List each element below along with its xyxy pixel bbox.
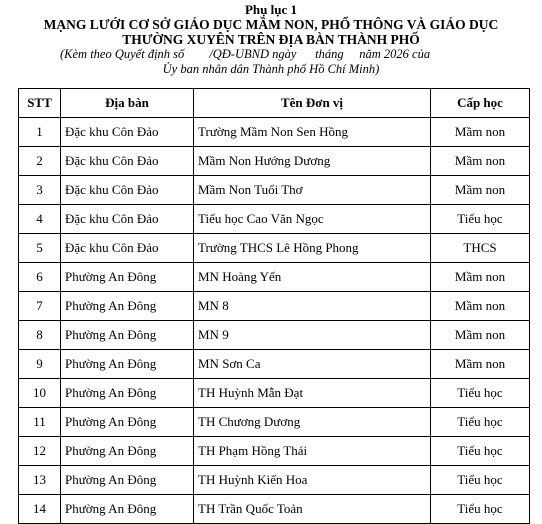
cell-area: Đặc khu Côn Đảo: [61, 147, 194, 176]
cell-unit-name: Mầm Non Hướng Dương: [194, 147, 431, 176]
cell-level: Mầm non: [431, 321, 530, 350]
document-header: [0, 0, 542, 77]
column-header-unit-name: Tên Đơn vị: [194, 89, 431, 118]
cell-stt: 14: [19, 495, 61, 524]
table-row: [19, 350, 530, 379]
table-header-row: [19, 89, 530, 118]
cell-level: Mầm non: [431, 147, 530, 176]
cell-stt: 1: [19, 118, 61, 147]
cell-area: Phường An Đông: [61, 437, 194, 466]
document-title-line1: MẠNG LƯỚI CƠ SỞ GIÁO DỤC MẦM NON, PHỔ THÔNG VÀ GIÁO DỤC: [43, 17, 499, 32]
cell-level: Mầm non: [431, 292, 530, 321]
cell-level: Tiểu học: [431, 466, 530, 495]
cell-unit-name: Mầm Non Tuổi Thơ: [194, 176, 431, 205]
cell-stt: 2: [19, 147, 61, 176]
column-header-stt: STT: [19, 89, 61, 118]
table-row: [19, 147, 530, 176]
cell-stt: 12: [19, 437, 61, 466]
cell-stt: 11: [19, 408, 61, 437]
table-row: [19, 205, 530, 234]
table-row: [19, 466, 530, 495]
cell-area: Đặc khu Côn Đảo: [61, 234, 194, 263]
table-row: [19, 292, 530, 321]
cell-level: Tiểu học: [431, 408, 530, 437]
document-title-line2: THƯỜNG XUYÊN TRÊN ĐỊA BÀN THÀNH PHỐ: [122, 32, 420, 47]
table-row: [19, 379, 530, 408]
cell-level: Tiểu học: [431, 205, 530, 234]
cell-area: Phường An Đông: [61, 379, 194, 408]
cell-stt: 4: [19, 205, 61, 234]
table-body: [19, 118, 530, 524]
decision-note-line2: Ủy ban nhân dân Thành phố Hồ Chí Minh): [162, 62, 380, 76]
cell-level: Tiểu học: [431, 495, 530, 524]
column-header-area: Địa bàn: [61, 89, 194, 118]
cell-unit-name: Trường Mầm Non Sen Hồng: [194, 118, 431, 147]
cell-level: Mầm non: [431, 118, 530, 147]
cell-level: Tiểu học: [431, 437, 530, 466]
cell-area: Đặc khu Côn Đảo: [61, 176, 194, 205]
cell-stt: 6: [19, 263, 61, 292]
cell-level: Mầm non: [431, 263, 530, 292]
cell-area: Phường An Đông: [61, 466, 194, 495]
table-row: [19, 321, 530, 350]
table-row: [19, 176, 530, 205]
cell-unit-name: TH Trần Quốc Toản: [194, 495, 431, 524]
cell-area: Phường An Đông: [61, 292, 194, 321]
cell-unit-name: Tiểu học Cao Văn Ngọc: [194, 205, 431, 234]
cell-unit-name: TH Chương Dương: [194, 408, 431, 437]
cell-unit-name: MN 9: [194, 321, 431, 350]
appendix-label: Phụ lục 1: [244, 2, 297, 17]
school-network-table: [18, 88, 530, 524]
cell-area: Đặc khu Côn Đảo: [61, 118, 194, 147]
cell-unit-name: MN Sơn Ca: [194, 350, 431, 379]
table-row: [19, 437, 530, 466]
table-row: [19, 495, 530, 524]
cell-level: Mầm non: [431, 350, 530, 379]
cell-area: Phường An Đông: [61, 350, 194, 379]
cell-level: Tiểu học: [431, 379, 530, 408]
cell-unit-name: TH Phạm Hồng Thái: [194, 437, 431, 466]
cell-stt: 9: [19, 350, 61, 379]
cell-unit-name: MN 8: [194, 292, 431, 321]
cell-area: Phường An Đông: [61, 408, 194, 437]
cell-area: Phường An Đông: [61, 321, 194, 350]
cell-area: Phường An Đông: [61, 495, 194, 524]
table-row: [19, 263, 530, 292]
table-row: [19, 234, 530, 263]
cell-unit-name: Trường THCS Lê Hồng Phong: [194, 234, 431, 263]
cell-stt: 3: [19, 176, 61, 205]
cell-unit-name: TH Huỳnh Kiến Hoa: [194, 466, 431, 495]
cell-unit-name: TH Huỳnh Mẫn Đạt: [194, 379, 431, 408]
table-row: [19, 118, 530, 147]
cell-stt: 13: [19, 466, 61, 495]
cell-stt: 8: [19, 321, 61, 350]
cell-stt: 10: [19, 379, 61, 408]
column-header-level: Cấp học: [431, 89, 530, 118]
cell-unit-name: MN Hoàng Yến: [194, 263, 431, 292]
decision-note-line1: (Kèm theo Quyết định số /QĐ-UBND ngày tháng năm 2026 của: [60, 47, 431, 61]
table-row: [19, 408, 530, 437]
cell-area: Đặc khu Côn Đảo: [61, 205, 194, 234]
cell-stt: 5: [19, 234, 61, 263]
cell-area: Phường An Đông: [61, 263, 194, 292]
cell-level: Mầm non: [431, 176, 530, 205]
cell-stt: 7: [19, 292, 61, 321]
cell-level: THCS: [431, 234, 530, 263]
